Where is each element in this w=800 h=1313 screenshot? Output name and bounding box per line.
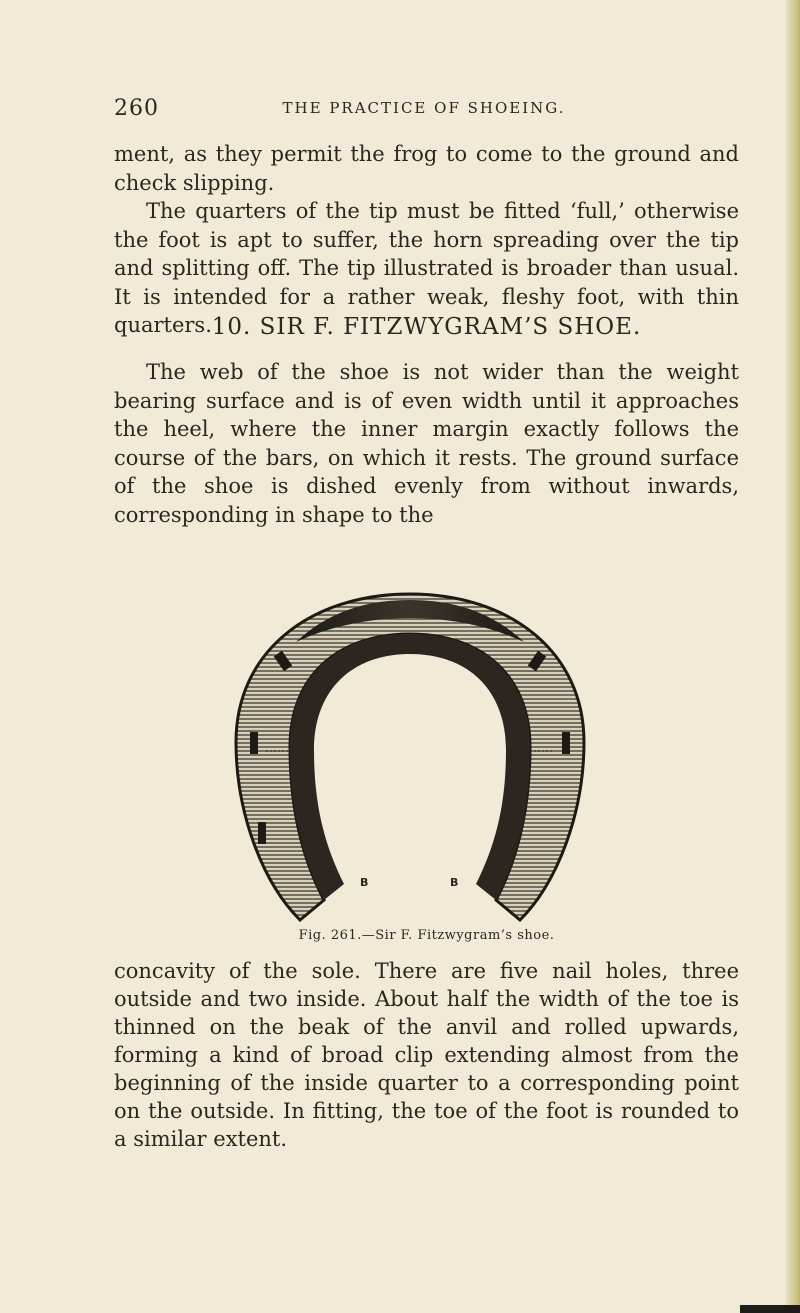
page-edge [786, 0, 800, 1313]
horseshoe-web [290, 634, 530, 900]
label-a-right: A [512, 745, 521, 760]
label-b-left: B [360, 876, 369, 889]
text-block-top [114, 140, 739, 340]
horseshoe-figure [200, 582, 620, 922]
paragraph: The quarters of the tip must be fitted ‘full,’ otherwise the foot is apt to suffer, the horn spreading over the tip and splitting off. The tip illustrated is broader than usual. It is intended for a rather weak, fleshy foot, with thin quarters. [114, 199, 739, 337]
page-number: 260 [114, 96, 159, 121]
paragraph: concavity of the sole. There are five nail holes, three outside and two inside. About half the width of the toe is thinned on the beak of the anvil and rolled upwards, forming a kind of broad clip extending almost from the beginning of the inside quarter to a corresponding point on the outside. In fitting, the toe of the foot is rounded to a similar extent. [114, 959, 739, 1151]
running-title: THE PRACTICE OF SHOEING. [282, 99, 566, 117]
page-edge-shadow [740, 1305, 800, 1313]
paragraph: The web of the shoe is not wider than the weight bearing surface and is of even width until it approaches the heel, where the inner margin exactly follows the course of the bars, on which it rests. The ground surface of the shoe is dished evenly from without inwards, corresponding in shape to the [114, 360, 739, 527]
paragraph: ment, as they permit the frog to come to the ground and check slipping. [114, 142, 739, 195]
nail-hole [562, 732, 570, 754]
page-header [114, 96, 734, 126]
text-block-section [114, 358, 739, 529]
nail-hole [250, 732, 258, 754]
nail-hole [258, 822, 266, 844]
text-block-bottom [114, 957, 739, 1153]
figure-caption: Fig. 261.—Sir F. Fitzwygram’s shoe. [298, 928, 555, 943]
label-b-right: B [450, 876, 459, 889]
horseshoe-illustration [200, 582, 620, 922]
label-a-left: A [298, 745, 307, 760]
section-heading: 10. SIR F. FITZWYGRAM’S SHOE. [211, 314, 642, 340]
